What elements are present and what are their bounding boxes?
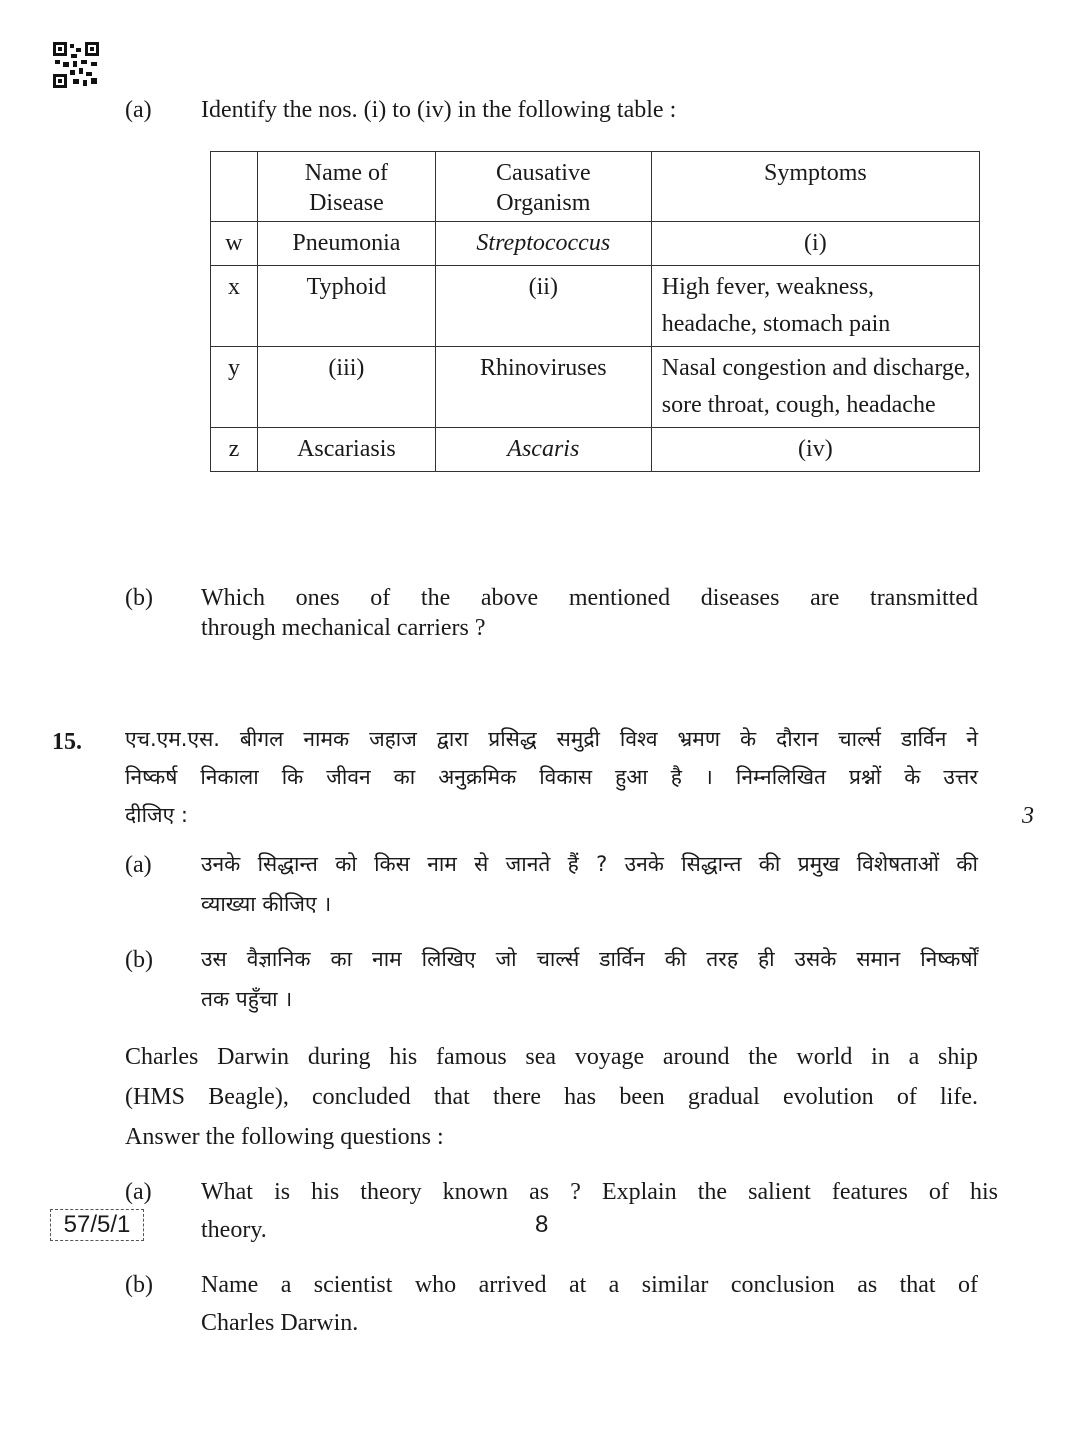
- organism-cell: Rhinoviruses: [435, 347, 651, 428]
- row-id: y: [211, 347, 258, 428]
- english-a-marker: (a): [125, 1179, 152, 1205]
- part-b-line: through mechanical carriers ?: [201, 615, 486, 641]
- english-a-line: What is his theory known as ? Explain the salient features of his: [201, 1179, 998, 1205]
- hindi-intro-line: एच.एम.एस. बीगल नामक जहाज द्वारा प्रसिद्ध समुद्री विश्व भ्रमण के दौरान चार्ल्स डार्विन ने: [125, 727, 978, 751]
- hindi-b-line: तक पहुँचा ।: [201, 987, 293, 1011]
- paper-code: 57/5/1: [50, 1209, 144, 1241]
- question-number: 15.: [52, 729, 82, 755]
- row-id: x: [211, 266, 258, 347]
- symptoms-cell: (i): [651, 222, 979, 266]
- english-a-line: theory.: [201, 1217, 267, 1243]
- disease-cell: Pneumonia: [257, 222, 435, 266]
- hindi-b-line: उस वैज्ञानिक का नाम लिखिए जो चार्ल्स डार्विन की तरह ही उसके समान निष्कर्षों: [201, 947, 978, 971]
- hindi-intro-line: दीजिए :: [125, 803, 188, 827]
- row-id: w: [211, 222, 258, 266]
- table-row: [211, 428, 980, 472]
- symptoms-cell: High fever, weakness, headache, stomach pain: [651, 266, 979, 347]
- table-header-cell: Symptoms: [651, 152, 979, 222]
- part-a-text: Identify the nos. (i) to (iv) in the following table :: [201, 97, 677, 123]
- table-header-cell: Name of Disease: [257, 152, 435, 222]
- hindi-a-line: व्याख्या कीजिए ।: [201, 892, 332, 916]
- disease-cell: Ascariasis: [257, 428, 435, 472]
- table-row: [211, 266, 980, 347]
- english-intro-line: (HMS Beagle), concluded that there has been gradual evolution of life.: [125, 1084, 978, 1110]
- disease-cell: Typhoid: [257, 266, 435, 347]
- part-a-marker: (a): [125, 97, 152, 123]
- table-header-cell: [211, 152, 258, 222]
- marks-label: 3: [1022, 803, 1034, 829]
- symptoms-cell: (iv): [651, 428, 979, 472]
- hindi-intro-line: निष्कर्ष निकाला कि जीवन का अनुक्रमिक विकास हुआ है । निम्नलिखित प्रश्नों के उत्तर: [125, 765, 978, 789]
- organism-cell: (ii): [435, 266, 651, 347]
- table-header-cell: Causative Organism: [435, 152, 651, 222]
- disease-table: [210, 151, 980, 472]
- english-intro-line: Charles Darwin during his famous sea voyage around the world in a ship: [125, 1044, 978, 1070]
- table-row: [211, 347, 980, 428]
- hindi-b-marker: (b): [125, 947, 153, 973]
- table-header-row: [211, 152, 980, 222]
- hindi-a-marker: (a): [125, 852, 152, 878]
- disease-cell: (iii): [257, 347, 435, 428]
- symptoms-cell: Nasal congestion and discharge, sore throat, cough, headache: [651, 347, 979, 428]
- part-b-marker: (b): [125, 585, 153, 611]
- page-number: 8: [535, 1211, 549, 1238]
- table-row: [211, 222, 980, 266]
- organism-cell: Ascaris: [435, 428, 651, 472]
- organism-cell: Streptococcus: [435, 222, 651, 266]
- row-id: z: [211, 428, 258, 472]
- english-b-line: Name a scientist who arrived at a similar conclusion as that of: [201, 1272, 978, 1298]
- qr-code-icon: [53, 42, 99, 88]
- english-intro-line: Answer the following questions :: [125, 1124, 444, 1150]
- english-b-marker: (b): [125, 1272, 153, 1298]
- part-b-line: Which ones of the above mentioned diseases are transmitted: [201, 585, 978, 611]
- hindi-a-line: उनके सिद्धान्त को किस नाम से जानते हैं ? उनके सिद्धान्त की प्रमुख विशेषताओं की: [201, 852, 978, 876]
- english-b-line: Charles Darwin.: [201, 1310, 359, 1336]
